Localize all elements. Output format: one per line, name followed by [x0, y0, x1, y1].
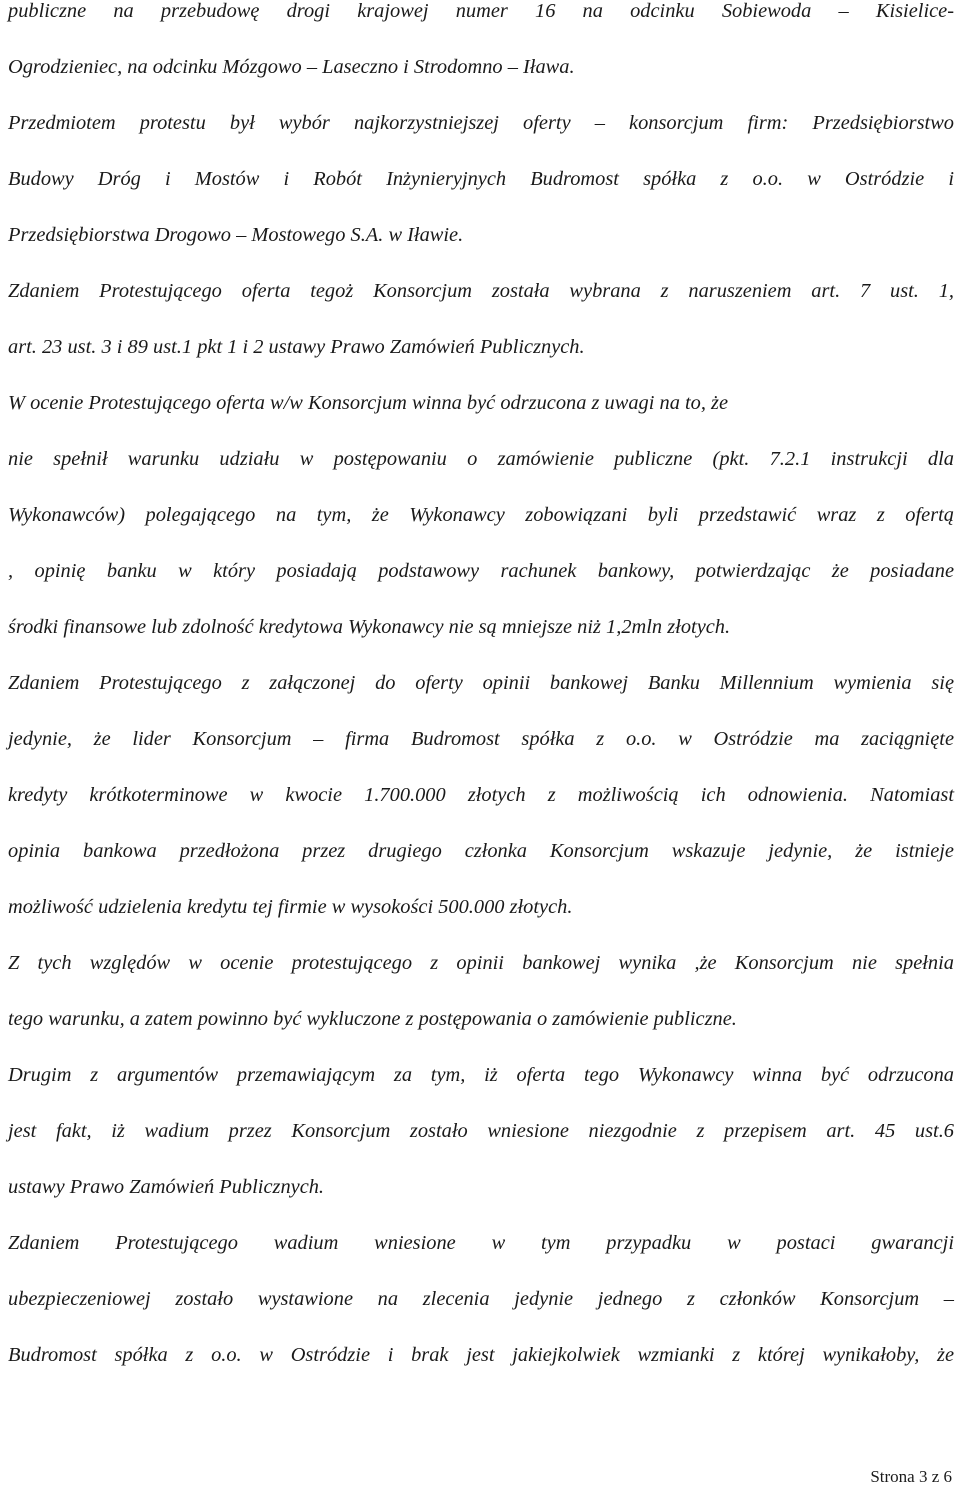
text-line: Budromost spółka z o.o. w Ostródzie i brak jest jakiejkolwiek wzmianki z której wynikałoby, że — [8, 1344, 954, 1366]
text-line: Wykonawców) polegającego na tym, że Wykonawcy zobowiązani byli przedstawić wraz z ofertą — [8, 504, 954, 526]
text-line: nie spełnił warunku udziału w postępowaniu o zamówienie publiczne (pkt. 7.2.1 instrukcji dla — [8, 448, 954, 470]
text-line: możliwość udzielenia kredytu tej firmie w wysokości 500.000 złotych. — [8, 896, 573, 918]
text-line: jedynie, że lider Konsorcjum – firma Budromost spółka z o.o. w Ostródzie ma zaciągnięte — [8, 728, 954, 750]
text-line: Budowy Dróg i Mostów i Robót Inżynieryjnych Budromost spółka z o.o. w Ostródzie i — [8, 168, 954, 190]
text-line: , opinię banku w który posiadają podstawowy rachunek bankowy, potwierdzając że posiadane — [8, 560, 954, 582]
text-line: Zdaniem Protestującego wadium wniesione w tym przypadku w postaci gwarancji — [8, 1232, 954, 1254]
text-line: Przedmiotem protestu był wybór najkorzystniejszej oferty – konsorcjum firm: Przedsiębiorstwo — [8, 112, 954, 134]
text-line: jest fakt, iż wadium przez Konsorcjum zostało wniesione niezgodnie z przepisem art. 45 ust.6 — [8, 1120, 954, 1142]
text-line: publiczne na przebudowę drogi krajowej numer 16 na odcinku Sobiewoda – Kisielice- — [8, 0, 954, 22]
text-line: Z tych względów w ocenie protestującego z opinii bankowej wynika ,że Konsorcjum nie spełnia — [8, 952, 954, 974]
text-line: ubezpieczeniowej zostało wystawione na zlecenia jedynie jednego z członków Konsorcjum – — [8, 1288, 954, 1310]
text-line: kredyty krótkoterminowe w kwocie 1.700.000 złotych z możliwością ich odnowienia. Natomiast — [8, 784, 954, 806]
text-line: Zdaniem Protestującego oferta tegoż Konsorcjum została wybrana z naruszeniem art. 7 ust. 1, — [8, 280, 954, 302]
text-line: ustawy Prawo Zamówień Publicznych. — [8, 1176, 325, 1198]
text-line: art. 23 ust. 3 i 89 ust.1 pkt 1 i 2 ustawy Prawo Zamówień Publicznych. — [8, 336, 585, 358]
text-line: środki finansowe lub zdolność kredytowa Wykonawcy nie są mniejsze niż 1,2mln złotych. — [8, 616, 731, 638]
text-line: tego warunku, a zatem powinno być wykluczone z postępowania o zamówienie publiczne. — [8, 1008, 737, 1030]
text-line: Przedsiębiorstwa Drogowo – Mostowego S.A. w Iławie. — [8, 224, 464, 246]
text-line: W ocenie Protestującego oferta w/w Konsorcjum winna być odrzucona z uwagi na to, że — [8, 392, 729, 414]
page-number: Strona 3 z 6 — [870, 1467, 952, 1486]
text-line: Drugim z argumentów przemawiającym za tym, iż oferta tego Wykonawcy winna być odrzucona — [8, 1064, 954, 1086]
text-line: Zdaniem Protestującego z załączonej do oferty opinii bankowej Banku Millennium wymienia się — [8, 672, 954, 694]
text-line: Ogrodzieniec, na odcinku Mózgowo – Laseczno i Strodomno – Iława. — [8, 56, 575, 78]
text-line: opinia bankowa przedłożona przez drugiego członka Konsorcjum wskazuje jedynie, że istnieje — [8, 840, 954, 862]
